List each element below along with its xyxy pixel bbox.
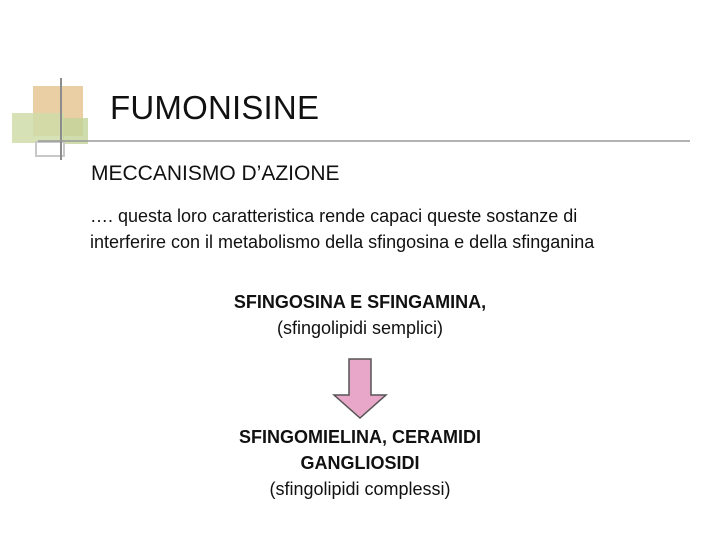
paragraph-line-2: interferire con il metabolismo della sfingosina e della sfinganina bbox=[90, 232, 595, 252]
slide-title: FUMONISINE bbox=[110, 89, 320, 126]
paragraph-line-1: …. questa loro caratteristica rende capaci queste sostanze di bbox=[90, 206, 578, 226]
complex-sphingolipids-heading-2: GANGLIOSIDI bbox=[300, 453, 420, 473]
title-decoration bbox=[0, 0, 720, 170]
intro-paragraph bbox=[90, 203, 690, 255]
down-arrow-icon bbox=[330, 358, 390, 420]
complex-sphingolipids-note: (sfingolipidi complessi) bbox=[269, 479, 451, 499]
simple-sphingolipids-heading: SFINGOSINA E SFINGAMINA, bbox=[233, 292, 487, 312]
decoration-square-green-small bbox=[63, 118, 88, 144]
decoration-square-green-large bbox=[12, 113, 64, 143]
slide-subtitle: MECCANISMO D’AZIONE bbox=[91, 162, 340, 185]
decoration-square-outline bbox=[36, 142, 64, 156]
down-arrow-shape bbox=[334, 359, 386, 418]
complex-sphingolipids-block bbox=[0, 424, 720, 502]
simple-sphingolipids-note: (sfingolipidi semplici) bbox=[276, 318, 444, 338]
simple-sphingolipids-block bbox=[0, 289, 720, 341]
complex-sphingolipids-heading-1: SFINGOMIELINA, CERAMIDI bbox=[239, 427, 481, 447]
